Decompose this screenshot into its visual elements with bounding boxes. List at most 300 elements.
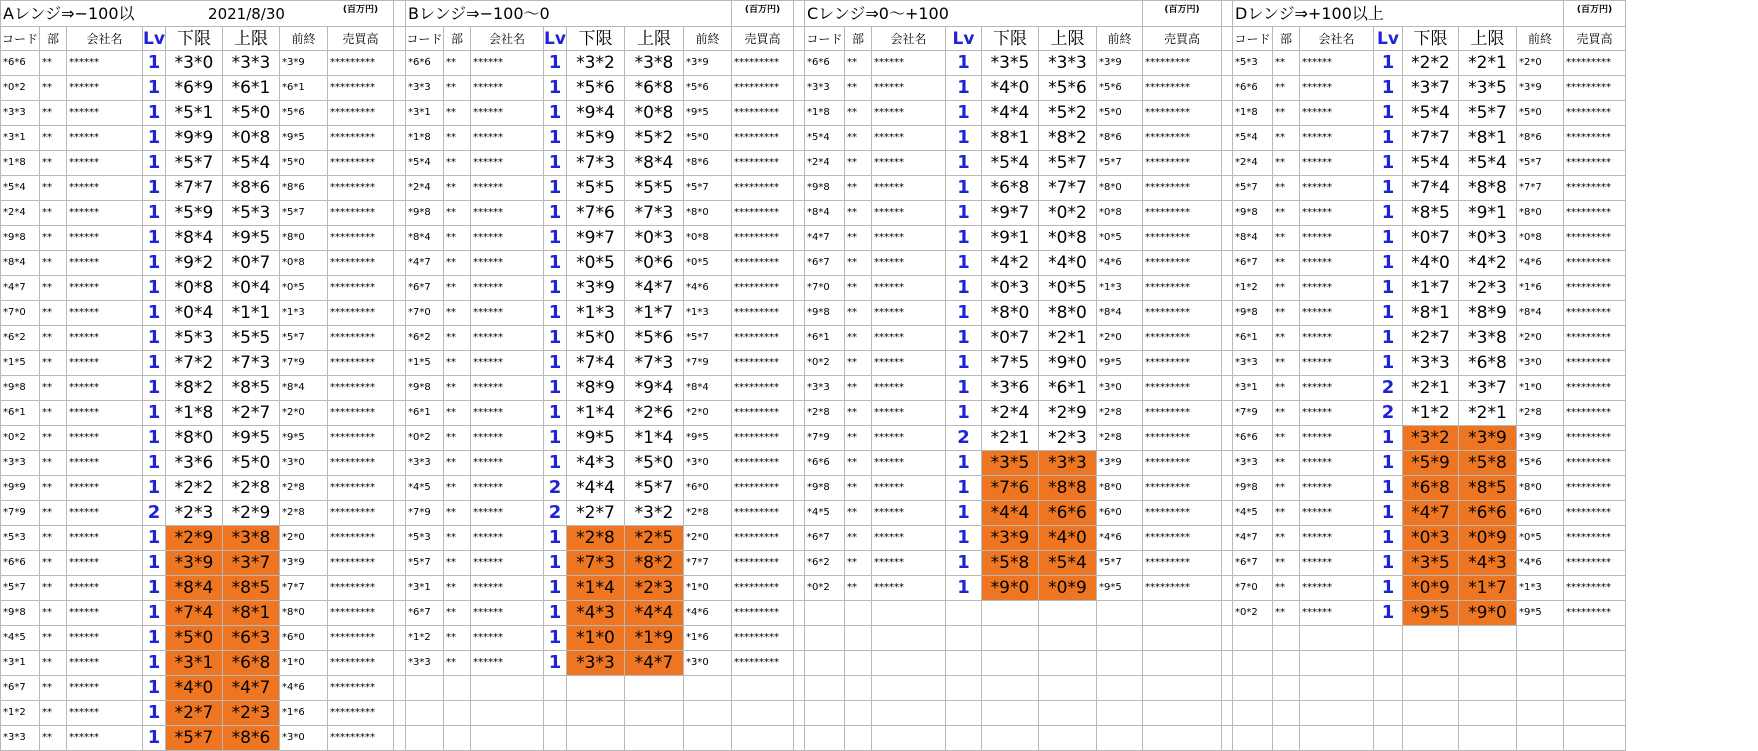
cell-dept[interactable]: ** [444,201,471,226]
cell-code[interactable]: *1*8 [1,151,40,176]
empty-cell[interactable] [1374,626,1403,651]
cell-code[interactable]: *2*4 [1,201,40,226]
cell-high[interactable]: *2*8 [223,476,280,501]
cell-high[interactable]: *3*8 [625,51,684,76]
empty-cell[interactable] [1564,626,1626,651]
cell-vol[interactable]: ********* [1143,251,1222,276]
cell-lv[interactable]: 1 [946,76,982,101]
cell-low[interactable]: *3*6 [166,451,223,476]
cell-code[interactable]: *0*2 [805,576,845,601]
cell-low[interactable]: *3*5 [1403,551,1459,576]
cell-dept[interactable]: ** [444,376,471,401]
cell-high[interactable]: *2*1 [1459,51,1517,76]
empty-cell[interactable] [1097,601,1143,626]
cell-code[interactable]: *6*6 [1233,76,1273,101]
cell-dept[interactable]: ** [1273,401,1300,426]
cell-prev[interactable]: *8*6 [1517,126,1564,151]
cell-vol[interactable]: ********* [732,326,794,351]
empty-cell[interactable] [471,726,544,751]
cell-dept[interactable]: ** [444,401,471,426]
cell-dept[interactable]: ** [845,401,872,426]
cell-prev[interactable]: *2*0 [280,526,328,551]
cell-vol[interactable]: ********* [1564,301,1626,326]
cell-code[interactable]: *1*2 [1,701,40,726]
cell-vol[interactable]: ********* [1564,526,1626,551]
cell-vol[interactable]: ********* [732,476,794,501]
cell-dept[interactable]: ** [444,626,471,651]
cell-lv[interactable]: 1 [1374,576,1403,601]
cell-dept[interactable]: ** [444,126,471,151]
cell-high[interactable]: *0*2 [1039,201,1097,226]
cell-name[interactable]: ****** [471,126,544,151]
cell-prev[interactable]: *3*0 [684,451,732,476]
cell-dept[interactable]: ** [40,551,67,576]
empty-cell[interactable] [1233,701,1273,726]
cell-vol[interactable]: ********* [328,426,394,451]
cell-low[interactable]: *2*4 [982,401,1039,426]
cell-low[interactable]: *9*2 [166,251,223,276]
cell-dept[interactable]: ** [40,351,67,376]
cell-vol[interactable]: ********* [328,701,394,726]
cell-lv[interactable]: 1 [143,626,166,651]
cell-vol[interactable]: ********* [1143,401,1222,426]
cell-code[interactable]: *3*3 [406,651,444,676]
cell-code[interactable]: *3*3 [805,376,845,401]
cell-high[interactable]: *8*8 [1459,176,1517,201]
cell-high[interactable]: *5*6 [625,326,684,351]
cell-name[interactable]: ****** [67,701,143,726]
cell-prev[interactable]: *4*6 [1097,251,1143,276]
cell-lv[interactable]: 1 [1374,351,1403,376]
cell-low[interactable]: *6*9 [166,76,223,101]
cell-dept[interactable]: ** [444,576,471,601]
cell-vol[interactable]: ********* [1564,276,1626,301]
empty-cell[interactable] [1374,726,1403,751]
empty-cell[interactable] [1143,651,1222,676]
cell-low[interactable]: *2*7 [567,501,625,526]
cell-code[interactable]: *6*2 [1,326,40,351]
cell-dept[interactable]: ** [845,526,872,551]
cell-dept[interactable]: ** [1273,101,1300,126]
cell-dept[interactable]: ** [1273,426,1300,451]
cell-dept[interactable]: ** [1273,276,1300,301]
cell-name[interactable]: ****** [1300,601,1374,626]
cell-code[interactable]: *4*5 [406,476,444,501]
cell-lv[interactable]: 1 [544,76,567,101]
cell-high[interactable]: *9*0 [1039,351,1097,376]
cell-high[interactable]: *3*3 [1039,451,1097,476]
cell-name[interactable]: ****** [67,426,143,451]
cell-prev[interactable]: *3*9 [280,51,328,76]
cell-dept[interactable]: ** [1273,476,1300,501]
cell-lv[interactable]: 1 [1374,176,1403,201]
cell-code[interactable]: *6*7 [406,276,444,301]
cell-lv[interactable]: 1 [143,476,166,501]
cell-high[interactable]: *1*1 [223,301,280,326]
empty-cell[interactable] [471,676,544,701]
cell-code[interactable]: *6*6 [805,451,845,476]
cell-name[interactable]: ****** [872,351,946,376]
cell-name[interactable]: ****** [67,576,143,601]
cell-low[interactable]: *7*2 [166,351,223,376]
cell-low[interactable]: *8*5 [1403,201,1459,226]
cell-lv[interactable]: 1 [544,101,567,126]
cell-lv[interactable]: 1 [1374,326,1403,351]
cell-code[interactable]: *9*8 [1,601,40,626]
cell-code[interactable]: *7*9 [1233,401,1273,426]
cell-low[interactable]: *8*9 [567,376,625,401]
cell-prev[interactable]: *2*0 [684,401,732,426]
cell-lv[interactable]: 1 [143,376,166,401]
cell-vol[interactable]: ********* [1143,201,1222,226]
empty-cell[interactable] [544,726,567,751]
cell-code[interactable]: *6*1 [1233,326,1273,351]
cell-lv[interactable]: 1 [544,576,567,601]
cell-code[interactable]: *3*1 [406,101,444,126]
cell-high[interactable]: *9*4 [625,376,684,401]
cell-name[interactable]: ****** [471,401,544,426]
cell-code[interactable]: *2*4 [406,176,444,201]
cell-lv[interactable]: 1 [1374,51,1403,76]
cell-low[interactable]: *5*1 [166,101,223,126]
cell-code[interactable]: *3*3 [1,451,40,476]
cell-prev[interactable]: *6*0 [280,626,328,651]
cell-low[interactable]: *8*0 [982,301,1039,326]
cell-prev[interactable]: *9*5 [684,426,732,451]
cell-dept[interactable]: ** [40,626,67,651]
cell-vol[interactable]: ********* [328,351,394,376]
cell-vol[interactable]: ********* [732,551,794,576]
cell-high[interactable]: *3*7 [223,551,280,576]
cell-code[interactable]: *6*2 [406,326,444,351]
cell-dept[interactable]: ** [40,276,67,301]
cell-lv[interactable]: 1 [946,501,982,526]
cell-vol[interactable]: ********* [732,201,794,226]
cell-lv[interactable]: 1 [143,526,166,551]
cell-vol[interactable]: ********* [1143,576,1222,601]
cell-high[interactable]: *4*4 [625,601,684,626]
cell-low[interactable]: *3*7 [1403,76,1459,101]
cell-low[interactable]: *3*2 [567,51,625,76]
cell-prev[interactable]: *5*7 [1097,151,1143,176]
cell-dept[interactable]: ** [40,176,67,201]
cell-name[interactable]: ****** [1300,526,1374,551]
empty-cell[interactable] [1233,726,1273,751]
cell-code[interactable]: *9*8 [1233,476,1273,501]
cell-name[interactable]: ****** [67,101,143,126]
cell-dept[interactable]: ** [444,651,471,676]
cell-lv[interactable]: 1 [946,51,982,76]
cell-prev[interactable]: *1*6 [684,626,732,651]
cell-code[interactable]: *5*4 [1233,126,1273,151]
cell-low[interactable]: *3*6 [982,376,1039,401]
cell-low[interactable]: *7*6 [982,476,1039,501]
cell-vol[interactable]: ********* [1564,576,1626,601]
cell-high[interactable]: *5*5 [625,176,684,201]
cell-vol[interactable]: ********* [1564,426,1626,451]
cell-vol[interactable]: ********* [732,651,794,676]
cell-high[interactable]: *9*0 [1459,601,1517,626]
cell-lv[interactable]: 1 [544,151,567,176]
cell-prev[interactable]: *7*7 [1517,176,1564,201]
cell-dept[interactable]: ** [444,176,471,201]
cell-code[interactable]: *1*8 [805,101,845,126]
cell-lv[interactable]: 1 [143,226,166,251]
cell-code[interactable]: *3*3 [1233,451,1273,476]
cell-prev[interactable]: *4*6 [684,601,732,626]
cell-lv[interactable]: 1 [1374,251,1403,276]
cell-high[interactable]: *4*7 [223,676,280,701]
empty-cell[interactable] [845,676,872,701]
cell-low[interactable]: *9*5 [567,426,625,451]
cell-high[interactable]: *0*6 [625,251,684,276]
cell-lv[interactable]: 1 [946,351,982,376]
cell-vol[interactable]: ********* [732,151,794,176]
cell-dept[interactable]: ** [40,76,67,101]
cell-lv[interactable]: 1 [544,226,567,251]
empty-cell[interactable] [1233,626,1273,651]
cell-prev[interactable]: *8*4 [1097,301,1143,326]
cell-lv[interactable]: 1 [544,401,567,426]
cell-lv[interactable]: 1 [143,676,166,701]
cell-vol[interactable]: ********* [328,201,394,226]
cell-low[interactable]: *7*5 [982,351,1039,376]
cell-name[interactable]: ****** [67,326,143,351]
cell-dept[interactable]: ** [1273,501,1300,526]
cell-prev[interactable]: *5*6 [684,76,732,101]
cell-code[interactable]: *5*4 [406,151,444,176]
empty-cell[interactable] [1097,676,1143,701]
cell-dept[interactable]: ** [40,726,67,751]
cell-dept[interactable]: ** [444,101,471,126]
cell-dept[interactable]: ** [40,126,67,151]
cell-high[interactable]: *2*1 [1459,401,1517,426]
cell-prev[interactable]: *3*0 [280,726,328,751]
cell-prev[interactable]: *3*0 [1097,376,1143,401]
cell-dept[interactable]: ** [40,501,67,526]
cell-prev[interactable]: *8*0 [1517,201,1564,226]
cell-high[interactable]: *5*4 [1039,551,1097,576]
cell-prev[interactable]: *5*6 [1097,76,1143,101]
cell-name[interactable]: ****** [471,76,544,101]
cell-prev[interactable]: *1*0 [1517,376,1564,401]
cell-vol[interactable]: ********* [328,76,394,101]
cell-low[interactable]: *9*0 [982,576,1039,601]
cell-prev[interactable]: *8*6 [1097,126,1143,151]
cell-high[interactable]: *2*7 [223,401,280,426]
cell-prev[interactable]: *3*9 [684,51,732,76]
cell-dept[interactable]: ** [845,376,872,401]
cell-dept[interactable]: ** [444,476,471,501]
cell-high[interactable]: *2*5 [625,526,684,551]
empty-cell[interactable] [872,701,946,726]
cell-code[interactable]: *2*4 [1233,151,1273,176]
cell-code[interactable]: *5*4 [805,126,845,151]
cell-name[interactable]: ****** [471,151,544,176]
cell-lv[interactable]: 1 [946,576,982,601]
cell-vol[interactable]: ********* [328,551,394,576]
cell-prev[interactable]: *8*0 [1097,176,1143,201]
cell-prev[interactable]: *8*4 [280,376,328,401]
cell-vol[interactable]: ********* [732,226,794,251]
cell-high[interactable]: *0*4 [223,276,280,301]
empty-cell[interactable] [1300,651,1374,676]
cell-low[interactable]: *2*3 [166,501,223,526]
cell-lv[interactable]: 1 [143,701,166,726]
cell-code[interactable]: *6*7 [805,526,845,551]
cell-vol[interactable]: ********* [328,301,394,326]
cell-vol[interactable]: ********* [328,126,394,151]
cell-dept[interactable]: ** [444,451,471,476]
empty-cell[interactable] [805,701,845,726]
empty-cell[interactable] [444,676,471,701]
cell-prev[interactable]: *1*3 [280,301,328,326]
cell-vol[interactable]: ********* [328,451,394,476]
cell-vol[interactable]: ********* [1564,551,1626,576]
cell-name[interactable]: ****** [471,426,544,451]
cell-dept[interactable]: ** [845,576,872,601]
empty-cell[interactable] [1517,676,1564,701]
cell-name[interactable]: ****** [872,451,946,476]
cell-lv[interactable]: 1 [544,126,567,151]
cell-high[interactable]: *4*3 [1459,551,1517,576]
cell-code[interactable]: *0*2 [805,351,845,376]
cell-name[interactable]: ****** [471,301,544,326]
cell-vol[interactable]: ********* [732,176,794,201]
cell-dept[interactable]: ** [1273,251,1300,276]
empty-cell[interactable] [1300,701,1374,726]
empty-cell[interactable] [625,701,684,726]
cell-high[interactable]: *4*7 [625,651,684,676]
cell-high[interactable]: *5*2 [1039,101,1097,126]
cell-low[interactable]: *3*9 [166,551,223,576]
cell-code[interactable]: *0*2 [1,426,40,451]
cell-low[interactable]: *8*1 [1403,301,1459,326]
empty-cell[interactable] [1039,701,1097,726]
cell-vol[interactable]: ********* [1143,101,1222,126]
cell-lv[interactable]: 1 [143,201,166,226]
cell-dept[interactable]: ** [1273,326,1300,351]
cell-lv[interactable]: 1 [143,576,166,601]
cell-lv[interactable]: 1 [544,51,567,76]
cell-high[interactable]: *1*4 [625,426,684,451]
cell-dept[interactable]: ** [1273,226,1300,251]
cell-dept[interactable]: ** [444,301,471,326]
cell-name[interactable]: ****** [872,201,946,226]
cell-name[interactable]: ****** [471,176,544,201]
cell-dept[interactable]: ** [444,326,471,351]
empty-cell[interactable] [805,726,845,751]
cell-vol[interactable]: ********* [1564,251,1626,276]
cell-lv[interactable]: 1 [143,426,166,451]
cell-vol[interactable]: ********* [732,451,794,476]
cell-high[interactable]: *5*2 [625,126,684,151]
cell-low[interactable]: *3*1 [166,651,223,676]
cell-low[interactable]: *0*3 [982,276,1039,301]
cell-high[interactable]: *0*3 [625,226,684,251]
empty-cell[interactable] [946,726,982,751]
cell-dept[interactable]: ** [845,51,872,76]
cell-dept[interactable]: ** [845,276,872,301]
cell-prev[interactable]: *0*8 [280,251,328,276]
cell-name[interactable]: ****** [67,276,143,301]
cell-prev[interactable]: *4*6 [1097,526,1143,551]
cell-name[interactable]: ****** [471,251,544,276]
cell-dept[interactable]: ** [845,251,872,276]
cell-name[interactable]: ****** [67,376,143,401]
cell-prev[interactable]: *8*0 [684,201,732,226]
cell-dept[interactable]: ** [40,651,67,676]
cell-low[interactable]: *2*7 [1403,326,1459,351]
cell-lv[interactable]: 2 [544,501,567,526]
cell-dept[interactable]: ** [1273,576,1300,601]
cell-high[interactable]: *3*9 [1459,426,1517,451]
cell-prev[interactable]: *6*1 [280,76,328,101]
cell-name[interactable]: ****** [1300,326,1374,351]
cell-name[interactable]: ****** [872,526,946,551]
cell-name[interactable]: ****** [67,626,143,651]
cell-dept[interactable]: ** [444,251,471,276]
cell-dept[interactable]: ** [1273,451,1300,476]
cell-lv[interactable]: 1 [143,401,166,426]
cell-prev[interactable]: *2*8 [1097,426,1143,451]
cell-vol[interactable]: ********* [732,401,794,426]
cell-dept[interactable]: ** [444,551,471,576]
cell-name[interactable]: ****** [1300,451,1374,476]
cell-high[interactable]: *8*5 [1459,476,1517,501]
cell-name[interactable]: ****** [1300,351,1374,376]
empty-cell[interactable] [805,651,845,676]
cell-vol[interactable]: ********* [328,376,394,401]
cell-code[interactable]: *5*3 [1,526,40,551]
empty-cell[interactable] [1143,676,1222,701]
cell-name[interactable]: ****** [872,326,946,351]
cell-name[interactable]: ****** [67,726,143,751]
empty-cell[interactable] [1374,651,1403,676]
empty-cell[interactable] [1374,701,1403,726]
cell-low[interactable]: *3*2 [1403,426,1459,451]
cell-dept[interactable]: ** [1273,201,1300,226]
cell-vol[interactable]: ********* [328,601,394,626]
cell-code[interactable]: *6*1 [406,401,444,426]
cell-lv[interactable]: 1 [946,301,982,326]
empty-cell[interactable] [1143,726,1222,751]
cell-low[interactable]: *1*8 [166,401,223,426]
empty-cell[interactable] [567,726,625,751]
cell-vol[interactable]: ********* [328,401,394,426]
cell-vol[interactable]: ********* [328,501,394,526]
cell-code[interactable]: *3*1 [1,126,40,151]
cell-code[interactable]: *6*7 [805,251,845,276]
cell-name[interactable]: ****** [872,576,946,601]
cell-prev[interactable]: *8*6 [684,151,732,176]
cell-lv[interactable]: 1 [544,176,567,201]
cell-dept[interactable]: ** [845,326,872,351]
cell-code[interactable]: *3*3 [805,76,845,101]
cell-lv[interactable]: 1 [1374,226,1403,251]
cell-prev[interactable]: *3*9 [1097,451,1143,476]
cell-high[interactable]: *0*3 [1459,226,1517,251]
cell-lv[interactable]: 1 [946,376,982,401]
cell-prev[interactable]: *8*4 [684,376,732,401]
cell-code[interactable]: *9*8 [1233,201,1273,226]
cell-name[interactable]: ****** [67,251,143,276]
cell-code[interactable]: *9*8 [805,176,845,201]
cell-low[interactable]: *2*1 [982,426,1039,451]
empty-cell[interactable] [1273,726,1300,751]
cell-code[interactable]: *0*2 [406,426,444,451]
cell-high[interactable]: *5*3 [223,201,280,226]
